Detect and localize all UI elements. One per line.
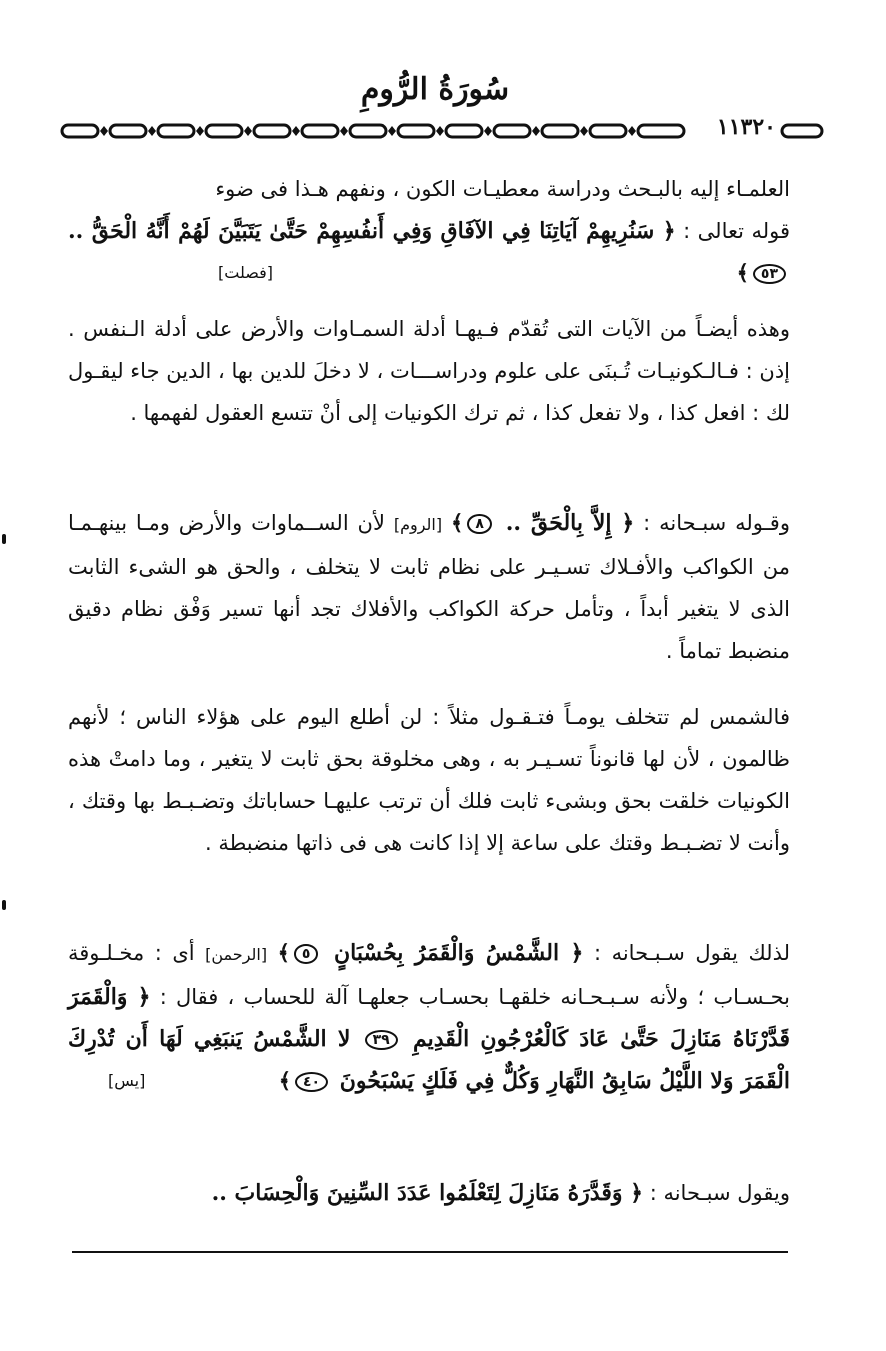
surah-reference: [الرحمن] (205, 945, 268, 964)
paragraph-2-text: وهذه أيضـاً من الآيات التى تُقدّم فـيهـا أدلة السمـاوات والأرض على أدلة الـنفس . إذن : فـالـكونيـات تُـبنَى على علوم ودراســـات ، لا دخلَ للدين بها ، الدين جاء ليقـول لك : افعل كذا ، ولا تفعل كذا ، ثم ترك الكونيات إلى أنْ تتسع العقول لفهمها . (68, 317, 790, 425)
ayah-number-badge: ٥ (294, 944, 319, 964)
ornamental-border-end (778, 120, 828, 142)
paragraph-4-text: فالشمس لم تتخلف يومـاً فتـقـول مثلاً : لن أطلع اليوم على هؤلاء الناس ؛ لأنهم ظالمون ، لأن لها قانوناً تسـيـر به ، وهى مخلوقة بحق ثابت لا يتغير ، وما دامتْ هذه الكونيات خلقت بحق وبشىء ثابت فلك أن ترتب عليهـا حساباتك وتضـبـط بها وقتك ، وأنت لا تضـبـط وقتك على ساعة إلا إذا كانت هى فى ذاتها منضبطة . (68, 705, 790, 855)
paragraph-6-text (68, 1172, 790, 1214)
ayah-number-badge: ٥٣ (753, 264, 786, 284)
ayah-number-badge: ٣٩ (365, 1030, 398, 1050)
paragraph-3-intro: وقـوله سبـحانه : (643, 511, 790, 535)
paragraph-2 (68, 308, 790, 434)
page-number: ١١٣٢٠ (716, 114, 776, 140)
quran-verse-fussilat: ﴿ سَنُرِيهِمْ آيَاتِنَا فِي الآفَاقِ وَفِي أَنفُسِهِمْ حَتَّىٰ يَتَبَيَّنَ لَهُمْ أَنَّهُ الْحَقُّ .. (68, 218, 676, 244)
paragraph-3-body: لأن الســماوات والأرض ومـا بينهـمـا من الكواكب والأفـلاك تسـيـر على نظام ثابت لا يتخلف ، والحق هو الشىء الثابت الذى لا يتغير أبداً ، وتأمل حركة الكواكب والأفلاك تجد أنها تسير وَفْق نظام دقيق منضبط تماماً . (68, 511, 790, 663)
quran-verse-yunus: ﴿ وَقَدَّرَهُ مَنَازِلَ لِتَعْلَمُوا عَدَدَ السِّنِينَ وَالْحِسَابَ .. (211, 1180, 644, 1206)
paragraph-5-text (68, 932, 790, 1102)
paragraph-1-line-1: العلمـاء إليه بالبـحث ودراسة معطيـات الكون ، ونفهم هـذا فى ضوء (215, 177, 790, 201)
paragraph-1-line-2: قوله تعالى : (683, 219, 790, 243)
ayah-number-badge: ٤٠ (295, 1072, 328, 1092)
quran-verse-rahman: ﴿ الشَّمْسُ وَالْقَمَرُ بِحُسْبَانٍ (322, 940, 584, 966)
paragraph-1-quran-verse (68, 210, 790, 294)
quran-verse-yasin-40: لا الشَّمْسُ يَنبَغِي لَهَا أَن تُدْرِكَ الْقَمَرَ وَلا اللَّيْلُ سَابِقُ النَّهَارِ وَكُلٌّ فِي فَلَكٍ يَسْبَحُونَ (68, 1026, 790, 1094)
paragraph-3-text (68, 502, 790, 672)
paragraph-5 (68, 932, 790, 1102)
closing-bracket: ﴾ (278, 1068, 291, 1093)
closing-bracket: ﴾ (736, 260, 749, 285)
paragraph-4 (68, 696, 790, 864)
footer-divider-line (72, 1251, 788, 1253)
ayah-number-badge: ٨ (467, 514, 492, 534)
closing-bracket: ﴾ (451, 510, 464, 535)
surah-title: سُورَةُ الرُّومِ (360, 72, 510, 107)
surah-reference: [يس] (108, 1071, 146, 1090)
closing-bracket: ﴾ (277, 940, 290, 965)
paragraph-6-intro: ويقول سبـحانه : (649, 1181, 790, 1205)
paragraph-3 (68, 502, 790, 672)
paragraph-6 (68, 1172, 790, 1214)
surah-reference: [فصلت] (218, 263, 274, 282)
quran-verse-yasin-39: ﴿ وَالْقَمَرَ قَدَّرْنَاهُ مَنَازِلَ حَتَّىٰ عَادَ كَالْعُرْجُونِ الْقَدِيمِ (68, 984, 790, 1052)
quran-verse-rum: ﴿ إِلاَّ بِالْحَقِّ .. (495, 510, 635, 536)
paragraph-1 (68, 168, 790, 294)
ornamental-border-chain (60, 120, 688, 142)
surah-reference: [الروم] (393, 515, 443, 534)
binding-mark (2, 900, 6, 910)
paragraph-5-intro: لذلك يقول سـبـحانه : (593, 941, 790, 965)
paragraph-5-body: أى : مخـلـوقة بحـسـاب ؛ ولأنه سـبـحـانه خلقهـا بحسـاب جعلهـا آلة للحساب ، فقال : (68, 941, 790, 1009)
binding-mark (2, 534, 6, 544)
